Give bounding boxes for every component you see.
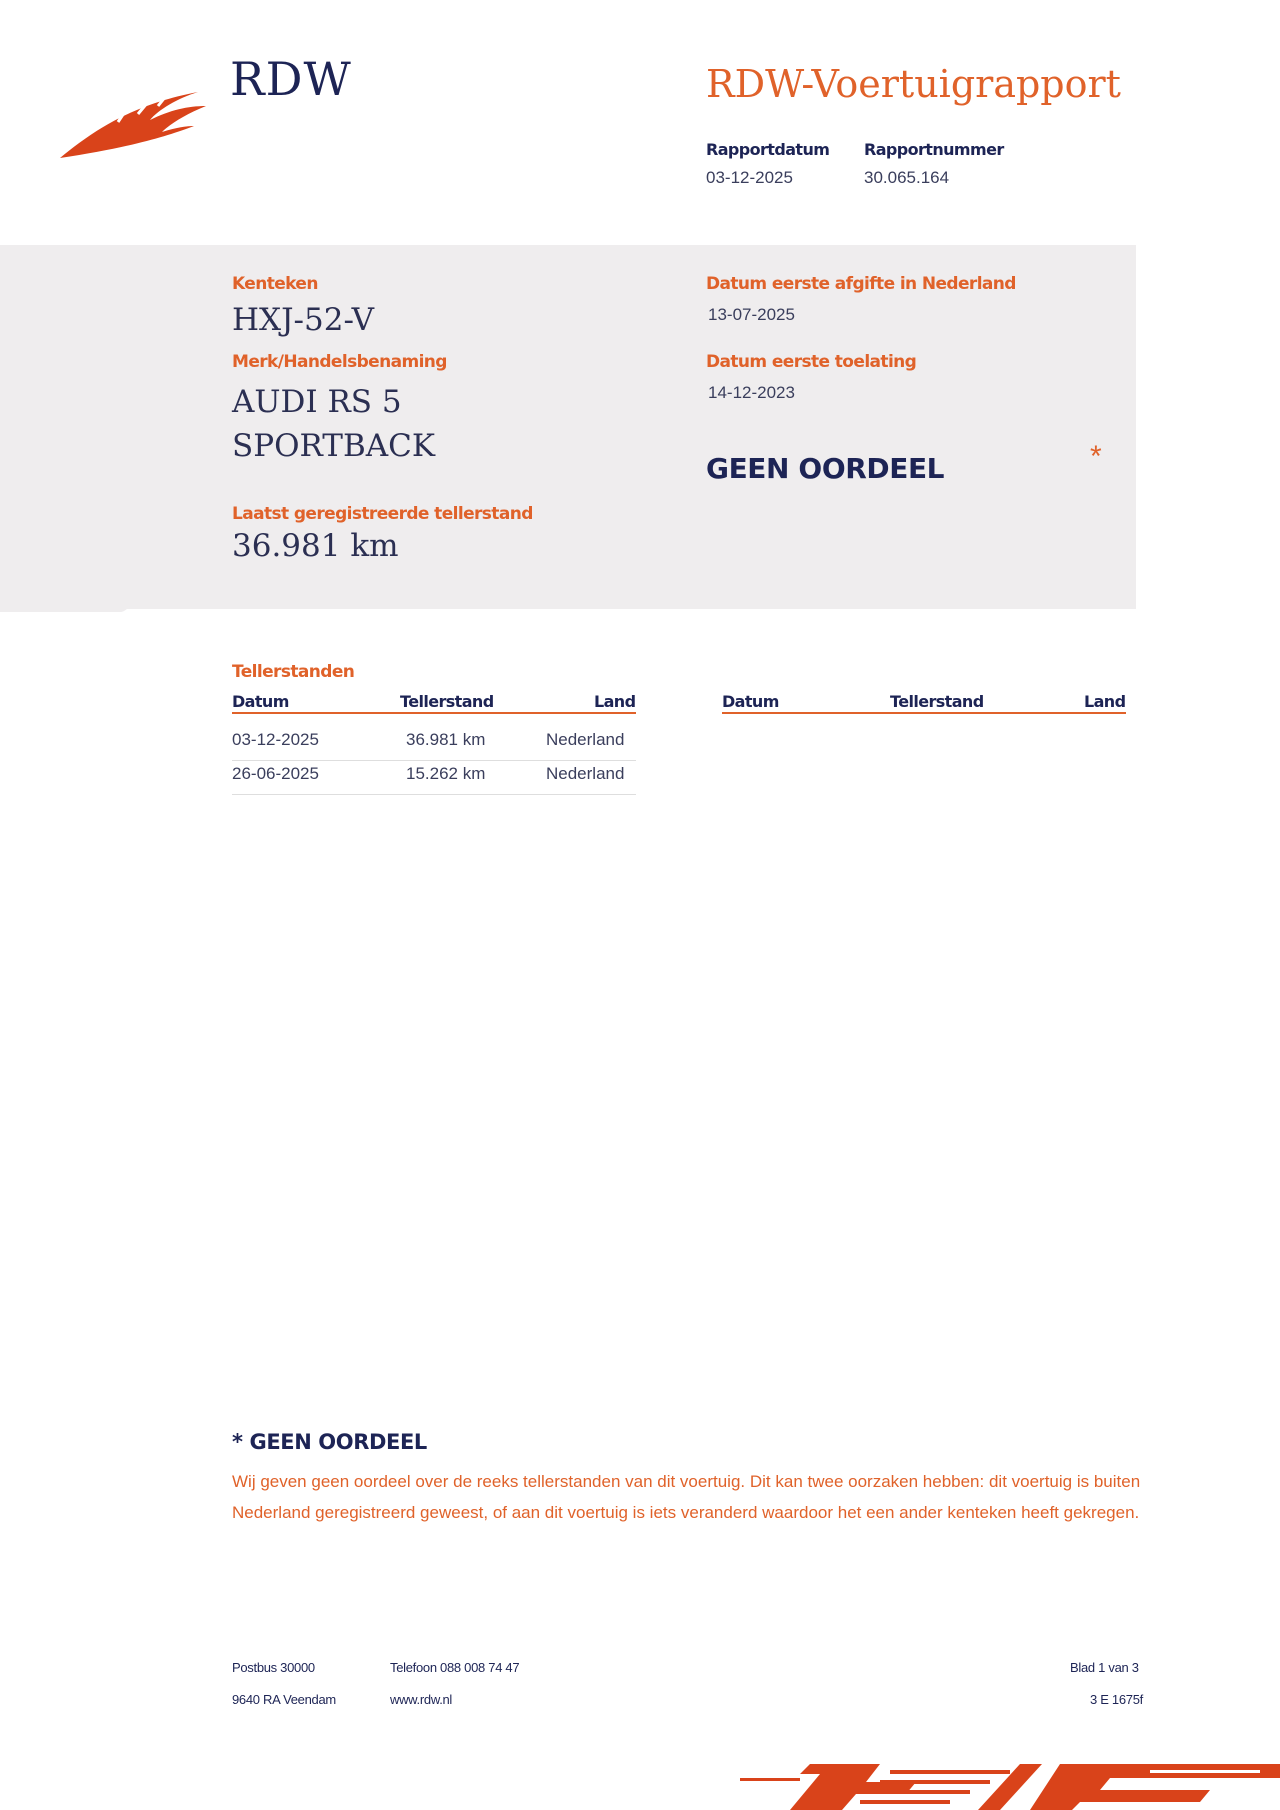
decorative-stripes [730,1756,1280,1810]
report-number-label: Rapportnummer [864,140,1004,159]
row2-odometer: 15.262 km [406,764,486,783]
col-header-odometer-right: Tellerstand [890,692,984,711]
row-divider [232,794,636,795]
footer-website[interactable]: www.rdw.nl [390,1692,453,1707]
report-date-label: Rapportdatum [706,140,830,159]
table-header-rule [232,712,636,714]
col-header-country-right: Land [1084,692,1126,711]
row1-date: 03-12-2025 [232,730,319,749]
row1-odometer: 36.981 km [406,730,486,749]
footnote-title: * GEEN OORDEEL [232,1430,427,1454]
footnote-text: Wij geven geen oordeel over de reeks tellerstanden van dit voertuig. Dit kan twee oorzaken hebben: dit voertuig is buiten Nederland geregistreerd geweest, of aan dit voertuig is iets veranderd waardoor het een ander kenteken heeft gekregen. [232,1472,1141,1522]
rdw-logo [58,80,208,160]
plate-label: Kenteken [232,274,318,294]
first-admission-label: Datum eerste toelating [706,352,917,372]
odometer-label: Laatst geregistreerde tellerstand [232,504,533,524]
report-number-value: 30.065.164 [864,168,950,187]
make-value-line2: SPORTBACK [232,428,436,464]
row1-country: Nederland [546,730,625,749]
col-header-country: Land [594,692,636,711]
first-issue-nl-value: 13-07-2025 [708,305,795,324]
row2-country: Nederland [546,764,625,783]
first-admission-value: 14-12-2023 [708,383,795,402]
col-header-odometer: Tellerstand [400,692,494,711]
plate-value: HXJ-52-V [232,302,375,338]
footer-page-number: Blad 1 van 3 [1070,1660,1139,1675]
table-header-rule-right [722,712,1126,714]
vehicle-info-panel [0,245,1136,609]
col-header-date-right: Datum [722,692,779,711]
report-date-value: 03-12-2025 [706,168,793,187]
report-title: RDW-Voertuigrapport [706,62,1121,106]
make-label: Merk/Handelsbenaming [232,352,447,372]
footer-address-line2: 9640 RA Veendam [232,1692,336,1707]
footer-document-code: 3 E 1675f [1090,1692,1143,1707]
verdict-text: GEEN OORDEEL [706,452,945,485]
odometer-table-title: Tellerstanden [232,662,355,682]
footer-address-line1: Postbus 30000 [232,1660,315,1675]
brand-name: RDW [230,52,352,106]
verdict-footnote-marker: * [1090,440,1102,473]
col-header-date: Datum [232,692,289,711]
footer-phone: Telefoon 088 008 74 47 [390,1660,520,1675]
panel-tab-edge [0,600,160,612]
row-divider [232,760,636,761]
make-value-line1: AUDI RS 5 [232,384,402,420]
odometer-value: 36.981 km [232,528,399,564]
first-issue-nl-label: Datum eerste afgifte in Nederland [706,274,1016,294]
row2-date: 26-06-2025 [232,764,319,783]
